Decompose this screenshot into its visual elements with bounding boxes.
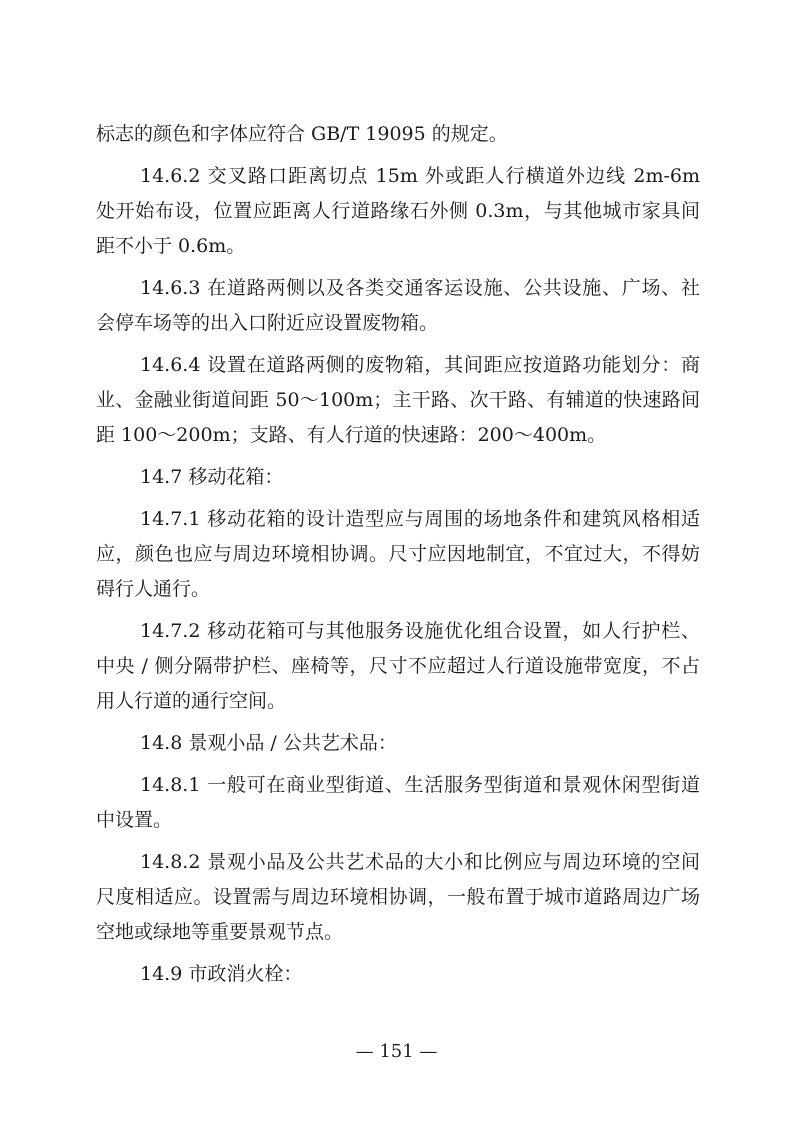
body-text bbox=[96, 117, 700, 999]
page-number: — 151 — bbox=[355, 1041, 438, 1062]
heading-14-7: 14.7 移动花箱： bbox=[140, 466, 284, 488]
paragraph-14-6-2: 14.6.2 交叉路口距离切点 15m 外或距人行横道外边线 2m-6m 处开始布设，位置应距离人行道路缘石外侧 0.3m，与其他城市家具间距不小于 0.6m。 bbox=[96, 165, 700, 257]
paragraph-14-7-2: 14.7.2 移动花箱可与其他服务设施优化组合设置，如人行护栏、中央 / 侧分隔带护栏、座椅等，尺寸不应超过人行道设施带宽度，不占用人行道的通行空间。 bbox=[96, 620, 700, 712]
paragraph-14-8-1: 14.8.1 一般可在商业型街道、生活服务型街道和景观休闲型街道中设置。 bbox=[96, 774, 700, 831]
paragraph-14-6-3: 14.6.3 在道路两侧以及各类交通客运设施、公共设施、广场、社会停车场等的出入口附近应设置废物箱。 bbox=[96, 277, 700, 334]
heading-14-9: 14.9 市政消火栓： bbox=[140, 963, 303, 985]
paragraph-continuation: 标志的颜色和字体应符合 GB/T 19095 的规定。 bbox=[96, 123, 508, 145]
paragraph-14-7-1: 14.7.1 移动花箱的设计造型应与周围的场地条件和建筑风格相适应，颜色也应与周边环境相协调。尺寸应因地制宜，不宜过大，不得妨碍行人通行。 bbox=[96, 508, 700, 600]
paragraph-14-8-2: 14.8.2 景观小品及公共艺术品的大小和比例应与周边环境的空间尺度相适应。设置需与周边环境相协调，一般布置于城市道路周边广场空地或绿地等重要景观节点。 bbox=[96, 851, 700, 943]
heading-14-8: 14.8 景观小品 / 公共艺术品： bbox=[140, 732, 397, 754]
paragraph-14-6-4: 14.6.4 设置在道路两侧的废物箱，其间距应按道路功能划分：商业、金融业街道间距 50～100m；主干路、次干路、有辅道的快速路间距 100～200m；支路、有人行道的快速路：200～400m。 bbox=[96, 354, 700, 446]
